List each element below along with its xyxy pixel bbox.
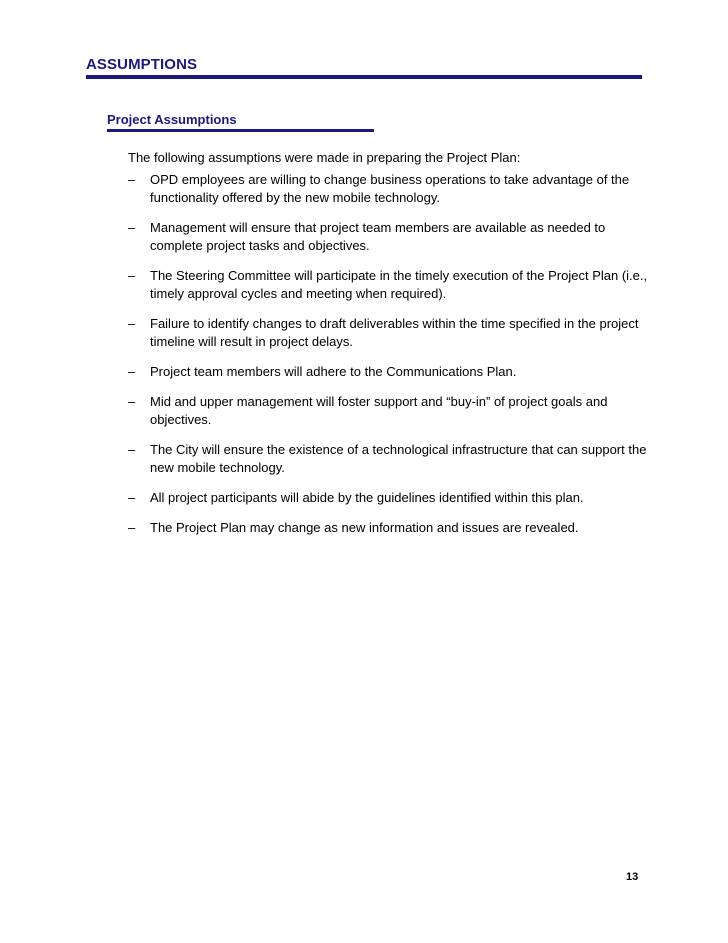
list-item-text: OPD employees are willing to change business operations to take advantage of the functionality offered by the new mobile technology.	[150, 172, 630, 205]
list-item	[128, 519, 648, 537]
list-item-text: Project team members will adhere to the Communications Plan.	[150, 364, 517, 379]
page-number: 13	[626, 871, 639, 883]
list-item	[128, 441, 648, 477]
dash-bullet-icon: –	[128, 268, 136, 283]
dash-bullet-icon: –	[128, 316, 136, 331]
dash-bullet-icon: –	[128, 394, 136, 409]
section-title: ASSUMPTIONS	[86, 56, 198, 73]
dash-bullet-icon: –	[128, 442, 136, 457]
list-item-text: The Steering Committee will participate in the timely execution of the Project Plan (i.e., timely approval cycles and meeting when required).	[150, 268, 648, 301]
section-title-rule	[86, 75, 642, 79]
list-item	[128, 267, 648, 303]
list-item	[128, 393, 648, 429]
list-item	[128, 315, 648, 351]
intro-text: The following assumptions were made in preparing the Project Plan:	[128, 150, 521, 165]
list-item-text: Mid and upper management will foster support and “buy-in” of project goals and objectives.	[150, 394, 608, 427]
list-item-text: Failure to identify changes to draft deliverables within the time specified in the project timeline will result in project delays.	[150, 316, 639, 349]
list-item	[128, 363, 648, 381]
list-item	[128, 219, 648, 255]
list-item	[128, 171, 648, 207]
list-item-text: Management will ensure that project team members are available as needed to complete project tasks and objectives.	[150, 220, 606, 253]
list-item	[128, 489, 648, 507]
assumptions-list	[128, 171, 648, 549]
dash-bullet-icon: –	[128, 172, 136, 187]
subsection-title: Project Assumptions	[107, 112, 237, 127]
dash-bullet-icon: –	[128, 220, 136, 235]
list-item-text: The Project Plan may change as new information and issues are revealed.	[150, 520, 579, 535]
dash-bullet-icon: –	[128, 364, 136, 379]
dash-bullet-icon: –	[128, 490, 136, 505]
list-item-text: All project participants will abide by the guidelines identified within this plan.	[150, 490, 584, 505]
list-item-text: The City will ensure the existence of a technological infrastructure that can support the new mobile technology.	[150, 442, 647, 475]
subsection-title-rule	[107, 129, 374, 132]
dash-bullet-icon: –	[128, 520, 136, 535]
